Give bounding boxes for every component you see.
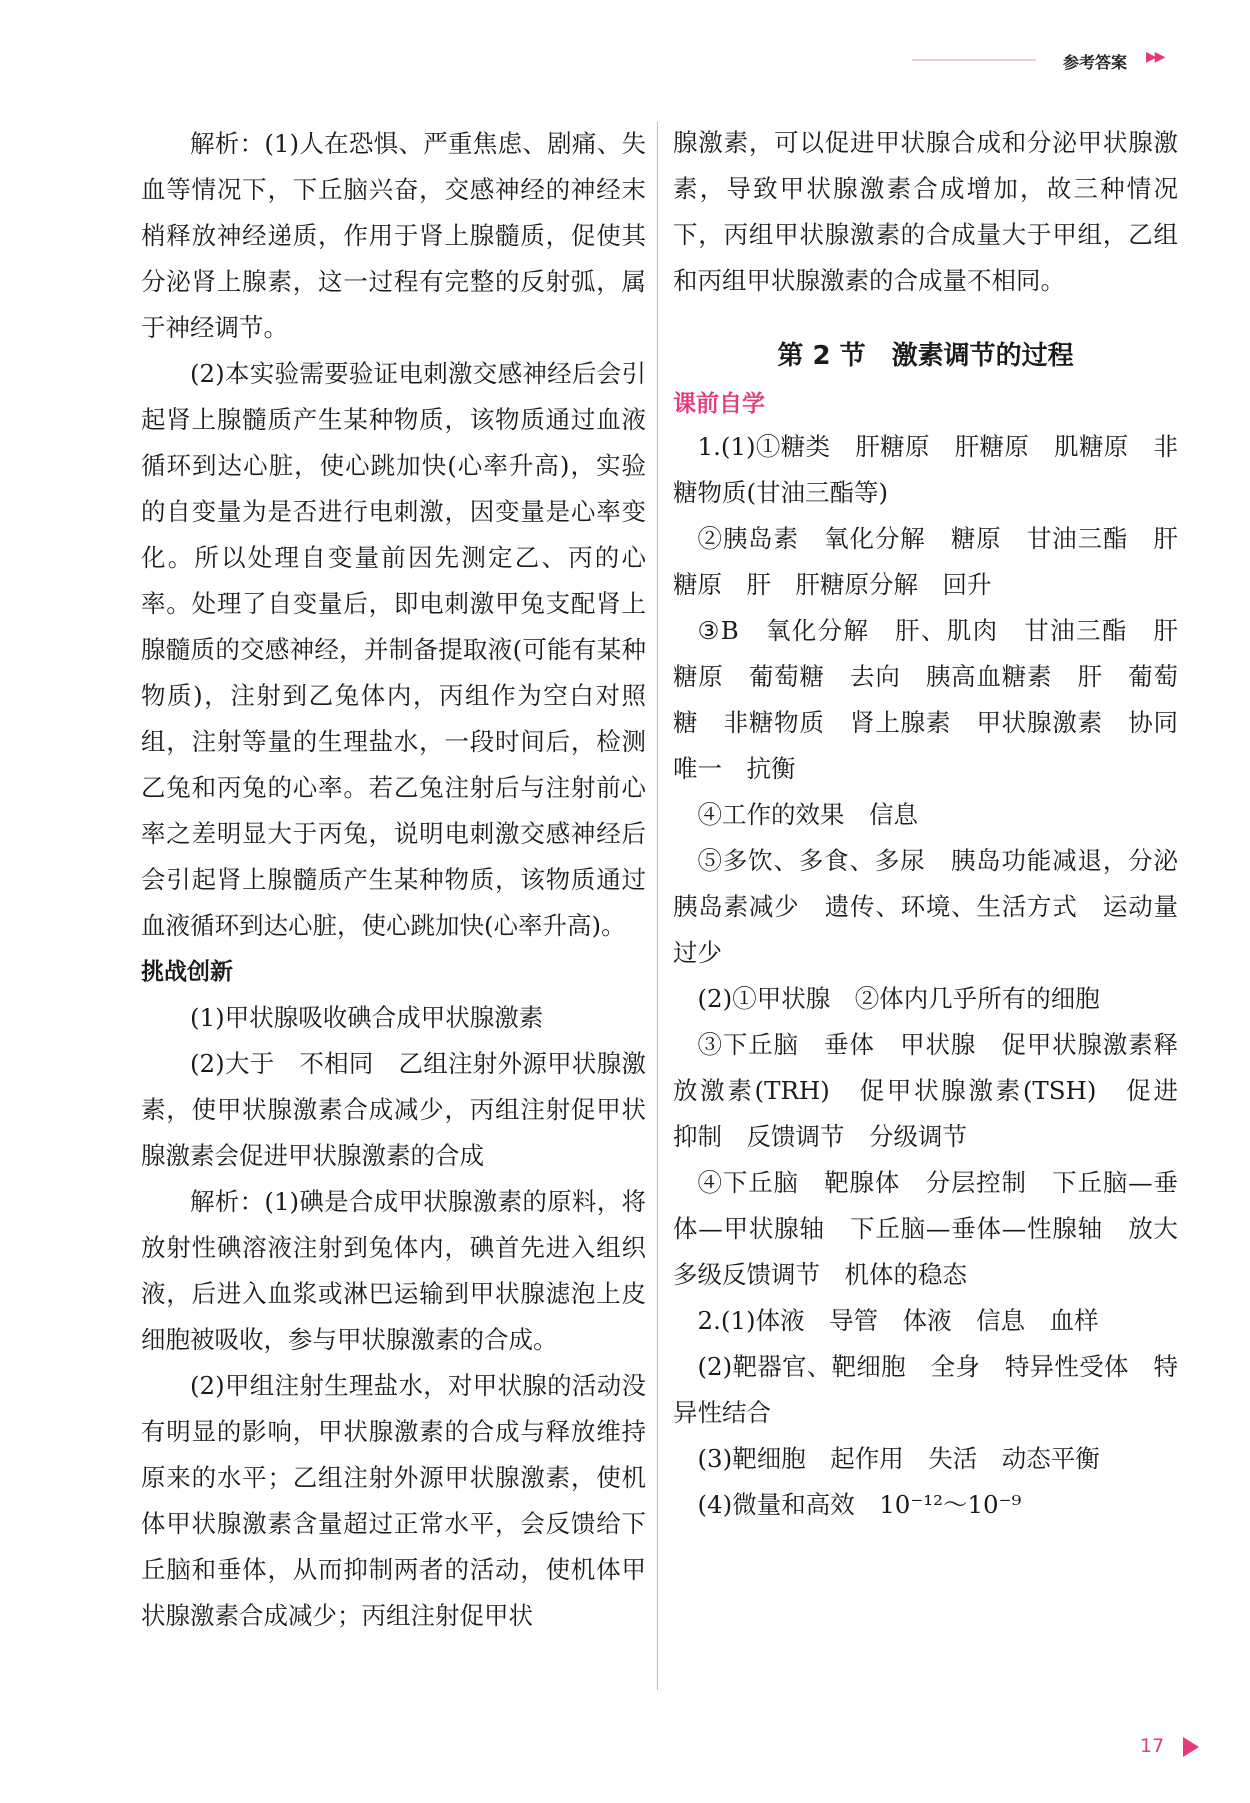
answer-2-4: ④下丘脑 靶腺体 分层控制 下丘脑—垂体—甲状腺轴 下丘脑—垂体—性腺轴 放大 多级反馈调节 机体的稳态 (673, 1168, 1203, 1289)
answer-3-3: (3)靶细胞 起作用 失活 动态平衡 (697, 1444, 1100, 1473)
answer-1-2: ②胰岛素 氧化分解 糖原 甘油三酯 肝糖原 肝 肝糖原分解 回升 (673, 524, 1178, 599)
left-paragraph-4: (2)大于 不相同 乙组注射外源甲状腺激素，使甲状腺激素合成减少，丙组注射促甲状腺激素会促进甲状腺激素的合成 (141, 1049, 646, 1170)
page-number: 17 (1140, 1735, 1165, 1757)
left-paragraph-1: 解析：(1)人在恐惧、严重焦虑、剧痛、失血等情况下，下丘脑兴奋，交感神经的神经末梢释放神经递质，作用于肾上腺髓质，促使其分泌肾上腺素，这一过程有完整的反射弧，属于神经调节。 (141, 129, 646, 342)
answer-1-4: ④工作的效果 信息 (697, 800, 918, 829)
left-paragraph-2: (2)本实验需要验证电刺激交感神经后会引起肾上腺髓质产生某种物质，该物质通过血液循环到达心脏，使心跳加快(心率升高)，实验的自变量为是否进行电刺激，因变量是心率变化。所以处理自变量前因先测定乙、丙的心率。处理了自变量后，即电刺激甲兔支配肾上腺髓质的交感神经，并制备提取液(可能有某种物质)，注射到乙兔体内，丙组作为空白对照组，注射等量的生理盐水，一段时间后，检测乙兔和丙兔的心率。若乙兔注射后与注射前心率之差明显大于丙兔，说明电刺激交感神经后会引起肾上腺髓质产生某种物质，该物质通过血液循环到达心脏，使心跳加快(心率升高)。 (141, 359, 646, 940)
header-label: 参考答案 (1063, 53, 1128, 72)
right-column (673, 120, 1203, 1528)
left-column (141, 121, 646, 1639)
challenge-heading: 挑战创新 (141, 959, 233, 985)
header-rule (912, 59, 1036, 61)
answer-3-1: 2.(1)体液 导管 体液 信息 血样 (697, 1306, 1099, 1335)
left-paragraph-6: (2)甲组注射生理盐水，对甲状腺的活动没有明显的影响，甲状腺激素的合成与释放维持原来的水平；乙组注射外源甲状腺激素，使机体甲状腺激素含量超过正常水平，会反馈给下丘脑和垂体，从而抑制两者的活动，使机体甲状腺激素合成减少；丙组注射促甲状 (141, 1371, 646, 1630)
header-arrows-icon: ▶▶ (1146, 49, 1164, 65)
column-divider (657, 122, 658, 1690)
pre-class-heading: 课前自学 (673, 391, 765, 417)
answer-3-2: (2)靶器官、靶细胞 全身 特异性受体 特异性结合 (673, 1352, 1178, 1427)
left-paragraph-5: 解析：(1)碘是合成甲状腺激素的原料，将放射性碘溶液注射到兔体内，碘首先进入组织液，后进入血浆或淋巴运输到甲状腺滤泡上皮细胞被吸收，参与甲状腺激素的合成。 (141, 1187, 646, 1354)
answer-1-1: 1.(1)①糖类 肝糖原 肝糖原 肌糖原 非糖物质(甘油三酯等) (673, 432, 1178, 507)
answer-1-3: ③B 氧化分解 肝、肌肉 甘油三酯 肝糖原 葡萄糖 去向 胰高血糖素 肝 葡萄糖 非糖物质 肾上腺素 甲状腺激素 协同 唯一 抗衡 (673, 616, 1203, 783)
next-page-arrow-icon (1183, 1737, 1199, 1757)
answer-2-1: (2)①甲状腺 ②体内几乎所有的细胞 (697, 984, 1100, 1013)
answer-3-4: (4)微量和高效 10⁻¹²～10⁻⁹ (697, 1490, 1022, 1519)
right-paragraph-1: 腺激素，可以促进甲状腺合成和分泌甲状腺激素，导致甲状腺激素合成增加，故三种情况下，丙组甲状腺激素的合成量大于甲组，乙组和丙组甲状腺激素的合成量不相同。 (673, 128, 1178, 295)
answer-1-5: ⑤多饮、多食、多尿 胰岛功能减退，分泌胰岛素减少 遗传、环境、生活方式 运动量过少 (673, 846, 1178, 967)
section-title: 第 2 节 激素调节的过程 (777, 341, 1074, 371)
left-paragraph-3: (1)甲状腺吸收碘合成甲状腺激素 (190, 1003, 544, 1032)
answer-2-3: ③下丘脑 垂体 甲状腺 促甲状腺激素释放激素(TRH) 促甲状腺激素(TSH) 促进 抑制 反馈调节 分级调节 (673, 1030, 1203, 1151)
